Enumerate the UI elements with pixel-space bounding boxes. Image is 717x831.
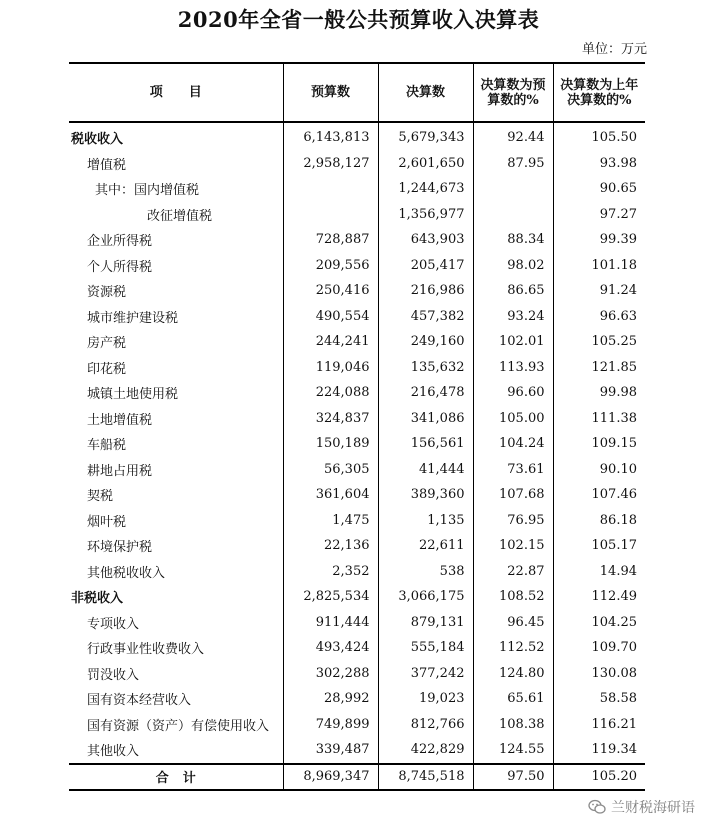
row-ratio-budget: 86.65 <box>473 278 553 304</box>
row-name: 契税 <box>69 482 283 508</box>
row-ratio-budget: 96.60 <box>473 380 553 406</box>
row-ratio-last: 109.70 <box>591 640 637 656</box>
row-actual: 538 <box>378 559 473 585</box>
row-budget: 339,487 <box>283 737 378 764</box>
total-row <box>69 764 645 790</box>
row-budget: 224,088 <box>283 380 378 406</box>
row-ratio-last: 58.58 <box>599 691 637 707</box>
row-name: 资源税 <box>69 278 283 304</box>
row-budget: 2,958,127 <box>283 151 378 177</box>
row-name: 印花税 <box>69 355 283 381</box>
row-name: 专项收入 <box>69 610 283 636</box>
row-budget: 728,887 <box>283 227 378 253</box>
table-row <box>69 202 645 228</box>
row-name: 增值税 <box>69 151 283 177</box>
table-row <box>69 227 645 253</box>
table-row <box>69 610 645 636</box>
watermark-text: 兰财税海研语 <box>611 800 695 816</box>
row-ratio-last: 90.65 <box>599 181 637 197</box>
row-name: 耕地占用税 <box>69 457 283 483</box>
watermark <box>588 797 695 817</box>
table-row <box>69 457 645 483</box>
row-actual: 422,829 <box>378 737 473 764</box>
row-ratio-budget: 65.61 <box>473 686 553 712</box>
table-row <box>69 686 645 712</box>
row-actual: 812,766 <box>378 712 473 738</box>
table-row <box>69 380 645 406</box>
table-row <box>69 122 645 151</box>
row-budget <box>283 202 378 228</box>
page-title: 2020年全省一般公共预算收入决算表 <box>177 7 540 32</box>
row-ratio-budget: 73.61 <box>473 457 553 483</box>
row-ratio-budget: 88.34 <box>473 227 553 253</box>
header-row <box>69 63 645 122</box>
header-ratio-budget: 决算数为预算数的% <box>473 63 553 122</box>
row-name: 城市维护建设税 <box>69 304 283 330</box>
header-budget: 预算数 <box>283 63 378 122</box>
row-name: 环境保护税 <box>69 533 283 559</box>
row-budget: 28,992 <box>283 686 378 712</box>
row-ratio-budget: 96.45 <box>473 610 553 636</box>
row-ratio-last: 107.46 <box>591 487 637 503</box>
row-name: 税收收入 <box>69 122 283 151</box>
row-actual: 1,356,977 <box>378 202 473 228</box>
row-budget: 324,837 <box>283 406 378 432</box>
row-name: 改征增值税 <box>69 202 283 228</box>
row-name: 烟叶税 <box>69 508 283 534</box>
row-ratio-budget: 98.02 <box>473 253 553 279</box>
row-ratio-last: 109.15 <box>591 436 637 452</box>
row-budget: 6,143,813 <box>283 122 378 151</box>
total-budget: 8,969,347 <box>283 764 378 790</box>
row-actual: 22,611 <box>378 533 473 559</box>
table-row <box>69 508 645 534</box>
wechat-icon <box>588 799 606 815</box>
row-ratio-last: 119.34 <box>591 742 637 758</box>
table-row <box>69 355 645 381</box>
row-budget: 493,424 <box>283 635 378 661</box>
row-actual: 41,444 <box>378 457 473 483</box>
row-name: 罚没收入 <box>69 661 283 687</box>
row-budget: 490,554 <box>283 304 378 330</box>
row-ratio-budget: 105.00 <box>473 406 553 432</box>
row-budget: 209,556 <box>283 253 378 279</box>
row-ratio-budget: 107.68 <box>473 482 553 508</box>
row-ratio-last: 99.98 <box>599 385 637 401</box>
row-ratio-budget: 124.55 <box>473 737 553 764</box>
row-budget: 22,136 <box>283 533 378 559</box>
row-ratio-last: 101.18 <box>591 257 637 273</box>
row-budget: 2,352 <box>283 559 378 585</box>
row-ratio-budget: 92.44 <box>473 122 553 151</box>
table-row <box>69 278 645 304</box>
row-ratio-last: 91.24 <box>599 283 637 299</box>
row-budget: 119,046 <box>283 355 378 381</box>
table-row <box>69 635 645 661</box>
row-actual: 5,679,343 <box>378 122 473 151</box>
row-ratio-budget: 102.01 <box>473 329 553 355</box>
row-ratio-last: 97.27 <box>599 206 637 222</box>
row-ratio-budget <box>473 176 553 202</box>
row-ratio-budget: 108.52 <box>473 584 553 610</box>
row-actual: 156,561 <box>378 431 473 457</box>
row-ratio-budget: 22.87 <box>473 559 553 585</box>
row-budget: 302,288 <box>283 661 378 687</box>
row-name: 其中：国内增值税 <box>69 176 283 202</box>
table-row <box>69 482 645 508</box>
row-name: 其他收入 <box>69 737 283 764</box>
row-name: 土地增值税 <box>69 406 283 432</box>
row-budget: 250,416 <box>283 278 378 304</box>
table-row <box>69 431 645 457</box>
row-name: 车船税 <box>69 431 283 457</box>
row-actual: 457,382 <box>378 304 473 330</box>
budget-table <box>69 62 645 791</box>
row-ratio-budget: 87.95 <box>473 151 553 177</box>
row-actual: 19,023 <box>378 686 473 712</box>
row-name: 其他税收收入 <box>69 559 283 585</box>
table-row <box>69 253 645 279</box>
row-actual: 377,242 <box>378 661 473 687</box>
row-ratio-budget: 112.52 <box>473 635 553 661</box>
row-name: 非税收入 <box>69 584 283 610</box>
row-budget: 56,305 <box>283 457 378 483</box>
row-ratio-budget: 102.15 <box>473 533 553 559</box>
row-ratio-last: 111.38 <box>591 410 637 426</box>
row-ratio-last: 90.10 <box>599 461 637 477</box>
row-name: 国有资本经营收入 <box>69 686 283 712</box>
row-budget: 2,825,534 <box>283 584 378 610</box>
row-actual: 3,066,175 <box>378 584 473 610</box>
row-ratio-last: 121.85 <box>591 359 637 375</box>
row-actual: 341,086 <box>378 406 473 432</box>
row-ratio-last: 105.25 <box>591 334 637 350</box>
table-row <box>69 559 645 585</box>
row-ratio-budget: 93.24 <box>473 304 553 330</box>
row-name: 国有资源（资产）有偿使用收入 <box>69 712 283 738</box>
row-ratio-last: 112.49 <box>591 589 637 605</box>
unit-label: 单位：万元 <box>581 42 647 57</box>
row-actual: 249,160 <box>378 329 473 355</box>
header-item: 项 目 <box>69 63 283 122</box>
row-ratio-last: 93.98 <box>599 155 637 171</box>
row-name: 企业所得税 <box>69 227 283 253</box>
table-row <box>69 151 645 177</box>
row-actual: 2,601,650 <box>378 151 473 177</box>
table-row <box>69 176 645 202</box>
row-name: 城镇土地使用税 <box>69 380 283 406</box>
row-actual: 643,903 <box>378 227 473 253</box>
row-ratio-budget: 76.95 <box>473 508 553 534</box>
row-actual: 205,417 <box>378 253 473 279</box>
row-budget: 911,444 <box>283 610 378 636</box>
total-label: 合计 <box>69 764 283 790</box>
row-ratio-last: 96.63 <box>599 308 637 324</box>
row-ratio-budget: 113.93 <box>473 355 553 381</box>
row-budget: 244,241 <box>283 329 378 355</box>
row-ratio-budget: 124.80 <box>473 661 553 687</box>
row-actual: 1,244,673 <box>378 176 473 202</box>
row-ratio-last: 86.18 <box>599 512 637 528</box>
row-name: 房产税 <box>69 329 283 355</box>
row-actual: 879,131 <box>378 610 473 636</box>
total-actual: 8,745,518 <box>378 764 473 790</box>
table-row <box>69 406 645 432</box>
row-ratio-budget: 108.38 <box>473 712 553 738</box>
table-row <box>69 584 645 610</box>
table-row <box>69 661 645 687</box>
row-ratio-last: 14.94 <box>599 563 637 579</box>
row-ratio-last: 105.50 <box>591 130 637 146</box>
header-ratio-last: 决算数为上年决算数的% <box>553 63 645 122</box>
row-ratio-last: 130.08 <box>591 665 637 681</box>
row-name: 个人所得税 <box>69 253 283 279</box>
row-budget: 749,899 <box>283 712 378 738</box>
row-ratio-last: 105.17 <box>591 538 637 554</box>
row-budget <box>283 176 378 202</box>
table-row <box>69 533 645 559</box>
table-row <box>69 304 645 330</box>
row-budget: 361,604 <box>283 482 378 508</box>
row-ratio-last: 116.21 <box>591 716 637 732</box>
row-ratio-budget <box>473 202 553 228</box>
row-actual: 389,360 <box>378 482 473 508</box>
row-budget: 1,475 <box>283 508 378 534</box>
row-ratio-last: 99.39 <box>599 232 637 248</box>
total-ratio-last: 105.20 <box>553 764 645 790</box>
row-actual: 555,184 <box>378 635 473 661</box>
row-budget: 150,189 <box>283 431 378 457</box>
total-ratio-budget: 97.50 <box>473 764 553 790</box>
row-actual: 216,478 <box>378 380 473 406</box>
row-name: 行政事业性收费收入 <box>69 635 283 661</box>
row-ratio-budget: 104.24 <box>473 431 553 457</box>
header-actual: 决算数 <box>378 63 473 122</box>
row-ratio-last: 104.25 <box>591 614 637 630</box>
table-row <box>69 329 645 355</box>
table-row <box>69 712 645 738</box>
row-actual: 135,632 <box>378 355 473 381</box>
row-actual: 216,986 <box>378 278 473 304</box>
table-body <box>69 122 645 764</box>
table-row <box>69 737 645 764</box>
row-actual: 1,135 <box>378 508 473 534</box>
